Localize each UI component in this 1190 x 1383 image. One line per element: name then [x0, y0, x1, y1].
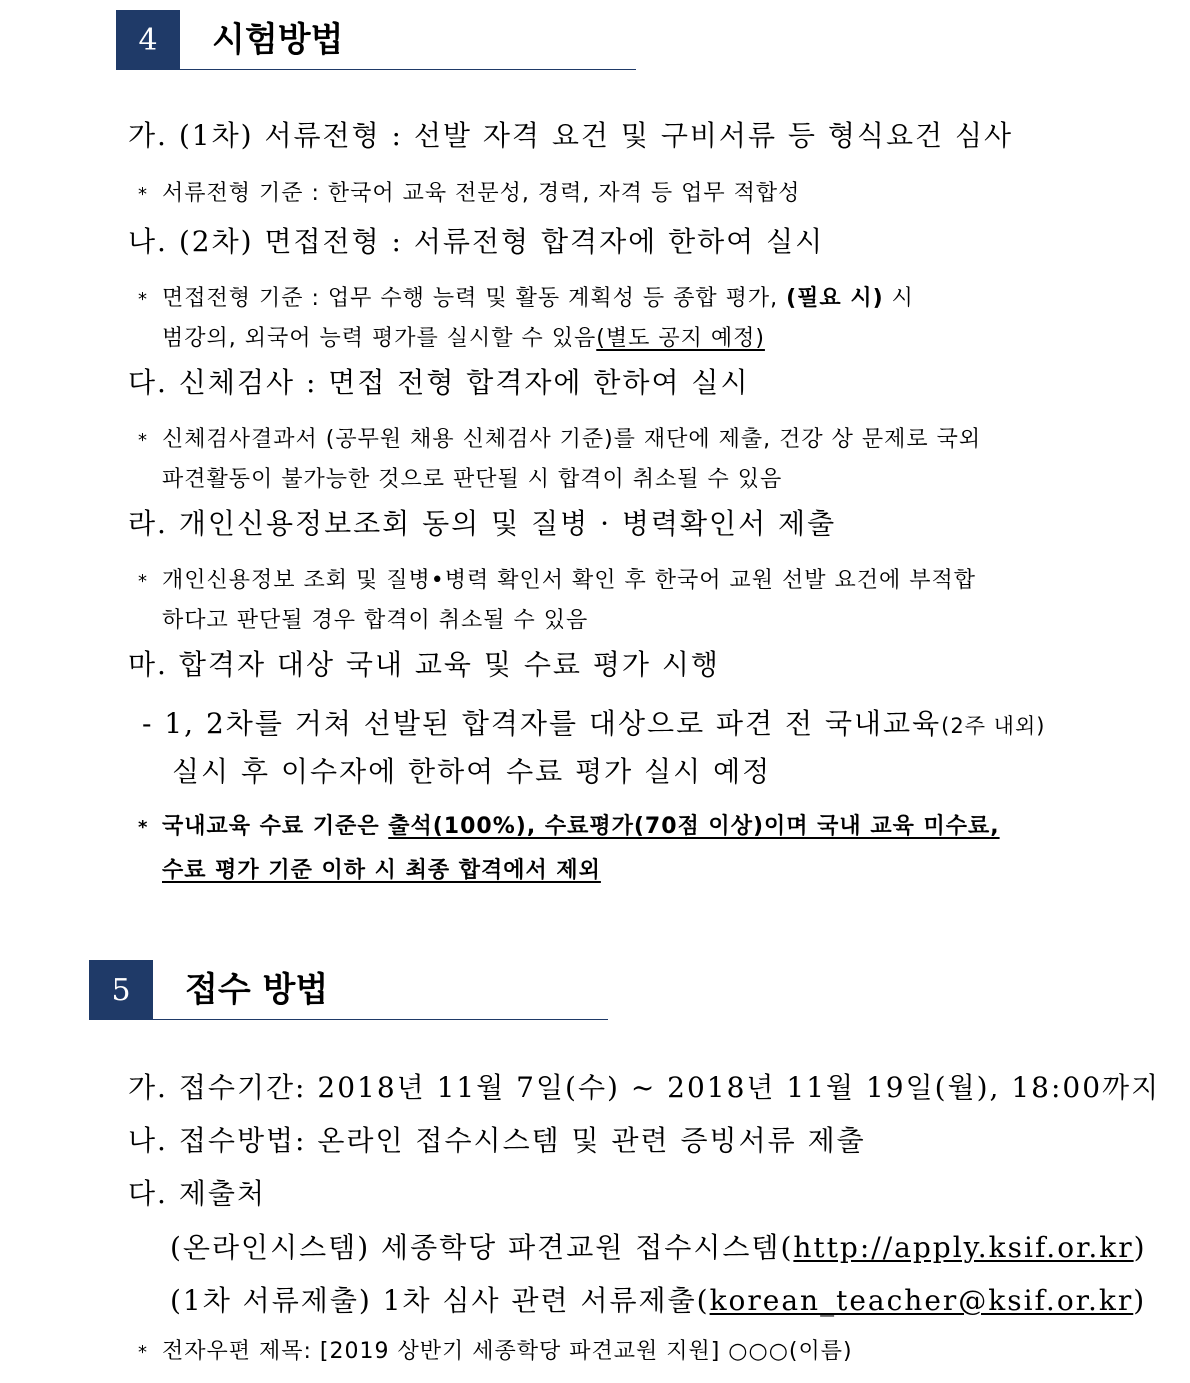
note-star: * [138, 289, 148, 310]
item-ga: 가. (1차) 서류전형 : 선발 자격 요건 및 구비서류 등 형식요건 심사 [128, 119, 1014, 152]
section-4-header [116, 10, 636, 72]
note-na-line-2 [162, 321, 765, 352]
section-divider [180, 69, 636, 70]
section-number: 5 [89, 960, 153, 1020]
apply-system-link[interactable]: http://apply.ksif.or.kr [793, 1231, 1134, 1264]
email-link[interactable]: korean_teacher@ksif.or.kr [709, 1284, 1134, 1317]
item-ma-dash-line-2: 실시 후 이수자에 한하여 수료 평가 실시 예정 [172, 755, 772, 788]
note-text: 국내교육 수료 기준은 [162, 814, 389, 839]
note-da-line-2: 파견활동이 불가능한 것으로 판단될 시 합격이 취소될 수 있음 [162, 467, 783, 492]
item-na: 나. 접수방법: 온라인 접수시스템 및 관련 증빙서류 제출 [128, 1124, 866, 1157]
note-star: * [138, 184, 148, 205]
note-email-subject [138, 1334, 853, 1365]
dash-small-text: (2주 내외) [941, 714, 1046, 738]
dash-text: - 1, 2차를 거쳐 선발된 합격자를 대상으로 파견 전 국내교육 [142, 707, 942, 740]
note-star: * [138, 1342, 148, 1363]
item-ga: 가. 접수기간: 2018년 11월 7일(수) ~ 2018년 11월 19일(월), 18:00까지 [128, 1071, 1161, 1104]
note-text: 면접전형 기준 : 업무 수행 능력 및 활동 계획성 등 종합 평가, [162, 286, 787, 311]
item-na: 나. (2차) 면접전형 : 서류전형 합격자에 한하여 실시 [128, 225, 825, 258]
paren-close: ) [1133, 1231, 1147, 1264]
note-text: 개인신용정보 조회 및 질병•병력 확인서 확인 후 한국어 교원 선발 요건에 부적합 [162, 568, 976, 593]
item-ma: 마. 합격자 대상 국내 교육 및 수료 평가 시행 [128, 648, 720, 681]
section-5-header [89, 960, 609, 1022]
document-submission-line [170, 1279, 1146, 1319]
note-text: 전자우편 제목: [2019 상반기 세종학당 파견교원 지원] ○○○(이름) [162, 1339, 853, 1364]
note-text: 범강의, 외국어 능력 평가를 실시할 수 있음 [162, 326, 597, 351]
section-divider [153, 1019, 608, 1020]
note-star: * [138, 817, 149, 838]
note-bold-text: (필요 시) [786, 286, 884, 311]
note-da-line-1 [138, 422, 981, 453]
section-title: 접수 방법 [185, 970, 329, 1010]
note-text: 시 [883, 286, 914, 311]
note-text: 신체검사결과서 (공무원 채용 신체검사 기준)를 재단에 제출, 건강 상 문제로 국외 [162, 427, 982, 452]
note-ra-line-2: 하다고 판단될 경우 합격이 취소될 수 있음 [162, 608, 589, 633]
note-underlined-text: 출석(100%), 수료평가(70점 이상)이며 국내 교육 미수료, [388, 814, 1000, 839]
item-ma-dash-line-1 [142, 702, 1045, 742]
note-star: * [138, 430, 148, 451]
note-na-line-1 [138, 281, 914, 312]
document-submission-label: (1차 서류제출) 1차 심사 관련 서류제출( [170, 1284, 710, 1317]
note-ma-line-1 [138, 809, 1000, 840]
note-ra-line-1 [138, 563, 976, 594]
section-number: 4 [116, 10, 180, 70]
online-system-line [170, 1226, 1147, 1266]
note-text: 서류전형 기준 : 한국어 교육 전문성, 경력, 자격 등 업무 적합성 [162, 181, 801, 206]
item-da: 다. 제출처 [128, 1177, 266, 1210]
note-underlined-text: (별도 공지 예정) [596, 326, 765, 351]
item-ra: 라. 개인신용정보조회 동의 및 질병 · 병력확인서 제출 [128, 507, 837, 540]
online-system-label: (온라인시스템) 세종학당 파견교원 접수시스템( [170, 1231, 794, 1264]
note-ga [138, 176, 800, 207]
item-da: 다. 신체검사 : 면접 전형 합격자에 한하여 실시 [128, 366, 750, 399]
paren-close: ) [1133, 1284, 1147, 1317]
note-ma-line-2: 수료 평가 기준 이하 시 최종 합격에서 제외 [162, 858, 601, 883]
section-title: 시험방법 [212, 20, 344, 60]
note-star: * [138, 571, 148, 592]
